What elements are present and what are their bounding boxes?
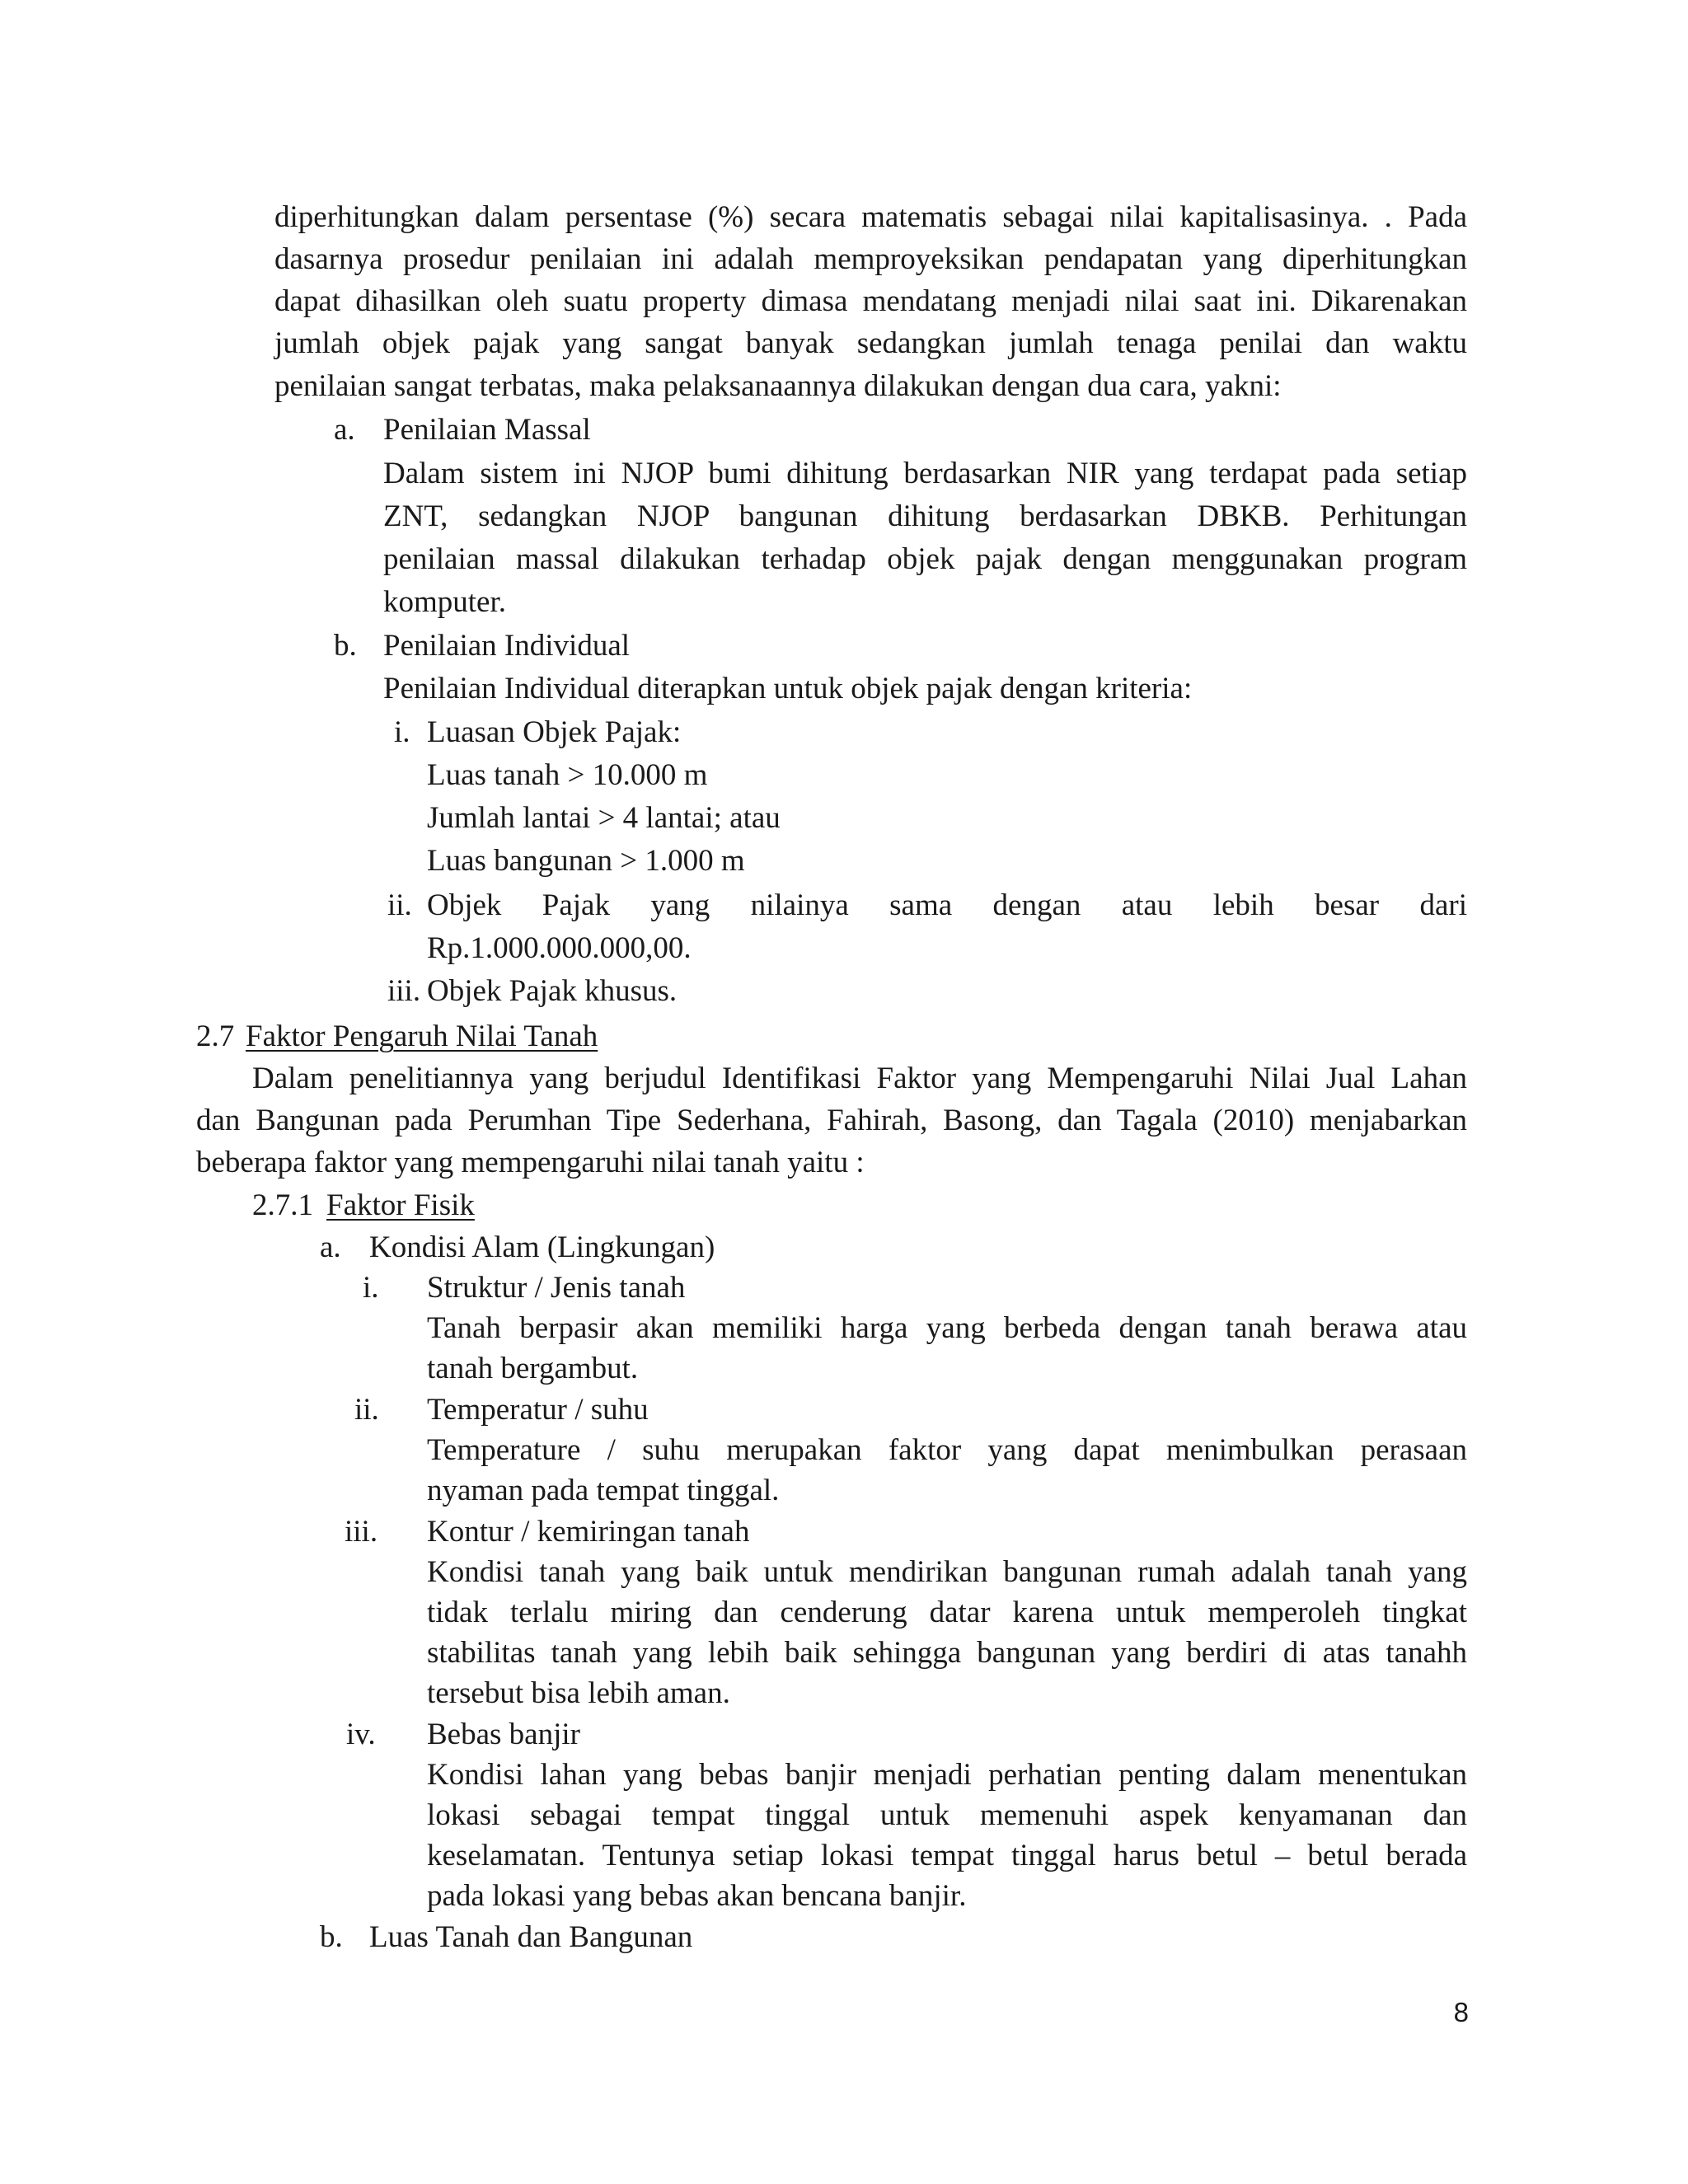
- paragraph-line: tersebut bisa lebih aman.: [427, 1676, 730, 1710]
- paragraph-line: lokasi sebagai tempat tinggal untuk memenuhi aspek kenyamanan dan: [427, 1798, 1467, 1832]
- sublist-marker: ii.: [387, 888, 412, 922]
- paragraph-line: komputer.: [383, 585, 507, 619]
- criteria-line: Objek Pajak yang nilainya sama dengan atau lebih besar dari: [427, 888, 1467, 922]
- paragraph-line: nyaman pada tempat tinggal.: [427, 1474, 780, 1507]
- paragraph-line: tanah bergambut.: [427, 1352, 639, 1385]
- criteria-line: Luas bangunan > 1.000 m: [427, 844, 745, 878]
- sublist-marker: i.: [394, 715, 410, 749]
- list-item-title: Penilaian Individual: [383, 629, 631, 663]
- criteria-line: Objek Pajak khusus.: [427, 974, 678, 1008]
- list-marker: b.: [320, 1920, 343, 1954]
- paragraph-line: pada lokasi yang bebas akan bencana banjir.: [427, 1879, 967, 1913]
- paragraph-line: ZNT, sedangkan NJOP bangunan dihitung berdasarkan DBKB. Perhitungan: [383, 499, 1467, 533]
- paragraph-line: dapat dihasilkan oleh suatu property dimasa mendatang menjadi nilai saat ini. Dikarenakan: [274, 284, 1467, 318]
- list-marker: a.: [320, 1230, 341, 1264]
- paragraph-line: diperhitungkan dalam persentase (%) secara matematis sebagai nilai kapitalisasinya. . Pada: [274, 200, 1467, 234]
- list-item-title: Kondisi Alam (Lingkungan): [369, 1230, 715, 1264]
- list-marker: b.: [334, 629, 357, 663]
- sublist-title: Temperatur / suhu: [427, 1393, 649, 1427]
- criteria-line: Rp.1.000.000.000,00.: [427, 931, 692, 965]
- paragraph-line: Dalam sistem ini NJOP bumi dihitung berdasarkan NIR yang terdapat pada setiap: [383, 457, 1467, 490]
- criteria-line: Luasan Objek Pajak:: [427, 715, 682, 749]
- paragraph-line: stabilitas tanah yang lebih baik sehingga bangunan yang berdiri di atas tanahh: [427, 1636, 1467, 1670]
- paragraph-line: keselamatan. Tentunya setiap lokasi tempat tinggal harus betul – betul berada: [427, 1839, 1467, 1872]
- section-number: 2.7: [196, 1019, 235, 1053]
- section-title: Faktor Fisik: [326, 1188, 475, 1222]
- paragraph-line: beberapa faktor yang mempengaruhi nilai tanah yaitu :: [196, 1146, 865, 1179]
- criteria-line: Jumlah lantai > 4 lantai; atau: [427, 801, 781, 835]
- paragraph-line: Dalam penelitiannya yang berjudul Identifikasi Faktor yang Mempengaruhi Nilai Jual Lahan: [252, 1062, 1467, 1095]
- section-title: Faktor Pengaruh Nilai Tanah: [246, 1019, 598, 1053]
- paragraph-line: Penilaian Individual diterapkan untuk objek pajak dengan kriteria:: [383, 672, 1193, 705]
- list-marker: a.: [334, 413, 355, 447]
- sublist-marker: iii.: [345, 1515, 378, 1549]
- sublist-marker: ii.: [354, 1393, 379, 1427]
- sublist-marker: iv.: [346, 1718, 376, 1751]
- sublist-marker: iii.: [387, 974, 421, 1008]
- paragraph-line: tidak terlalu miring dan cenderung datar karena untuk memperoleh tingkat: [427, 1596, 1467, 1629]
- list-item-title: Penilaian Massal: [383, 413, 591, 447]
- sublist-marker: i.: [363, 1271, 379, 1305]
- paragraph-line: Tanah berpasir akan memiliki harga yang berbeda dengan tanah berawa atau: [427, 1311, 1467, 1345]
- sublist-title: Kontur / kemiringan tanah: [427, 1515, 750, 1549]
- paragraph-line: Temperature / suhu merupakan faktor yang dapat menimbulkan perasaan: [427, 1433, 1467, 1467]
- paragraph-line: dasarnya prosedur penilaian ini adalah memproyeksikan pendapatan yang diperhitungkan: [274, 242, 1467, 276]
- paragraph-line: Kondisi tanah yang baik untuk mendirikan bangunan rumah adalah tanah yang: [427, 1555, 1467, 1589]
- page-number: 8: [1453, 1997, 1469, 2027]
- paragraph-line: jumlah objek pajak yang sangat banyak sedangkan jumlah tenaga penilai dan waktu: [274, 326, 1467, 360]
- sublist-title: Struktur / Jenis tanah: [427, 1271, 686, 1305]
- paragraph-line: penilaian sangat terbatas, maka pelaksanaannya dilakukan dengan dua cara, yakni:: [274, 369, 1282, 403]
- paragraph-line: Kondisi lahan yang bebas banjir menjadi perhatian penting dalam menentukan: [427, 1758, 1467, 1792]
- criteria-line: Luas tanah > 10.000 m: [427, 758, 708, 792]
- sublist-title: Bebas banjir: [427, 1718, 580, 1751]
- paragraph-line: penilaian massal dilakukan terhadap objek pajak dengan menggunakan program: [383, 542, 1467, 576]
- section-number: 2.7.1: [252, 1188, 313, 1222]
- list-item-title: Luas Tanah dan Bangunan: [369, 1920, 693, 1954]
- paragraph-line: dan Bangunan pada Perumhan Tipe Sederhana, Fahirah, Basong, dan Tagala (2010) menjabarkan: [196, 1104, 1467, 1137]
